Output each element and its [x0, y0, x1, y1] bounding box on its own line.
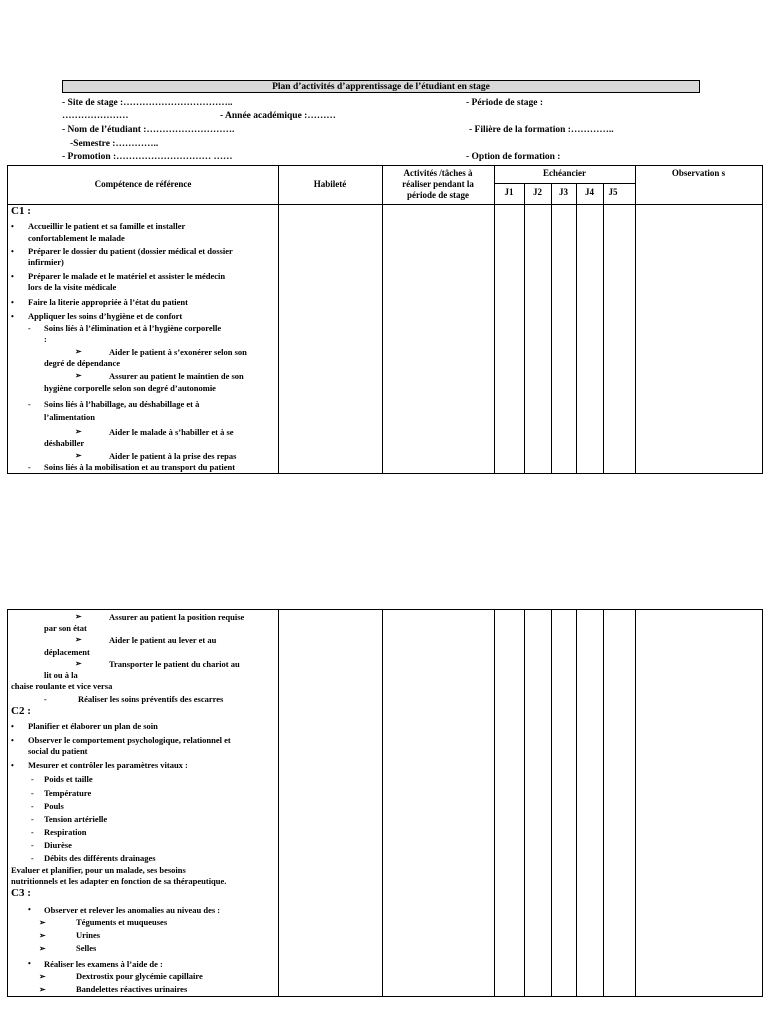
dash-icon: -: [31, 802, 34, 811]
dash-icon: -: [31, 815, 34, 824]
sub-sub-item: Aider le patient à la prise des repas: [109, 451, 237, 461]
col-divider: [635, 610, 636, 996]
bullet-icon: •: [11, 312, 14, 321]
vital-sign-item: Poids et taille: [44, 774, 93, 784]
arrow-bullet-icon: ➢: [75, 347, 82, 356]
sub-item: Soins liés à l’habillage, au déshabillage et à: [44, 399, 200, 409]
promotion-field: - Promotion :………………………… ……: [62, 152, 233, 162]
vital-sign-item: Diurèse: [44, 840, 72, 850]
col-divider: [278, 610, 279, 996]
sub-item: Urines: [76, 930, 101, 940]
sub-sub-item-cont: chaise roulante et vice versa: [11, 681, 113, 691]
bullet-icon: •: [11, 761, 14, 770]
arrow-bullet-icon: ➢: [39, 931, 46, 940]
dash-icon: -: [31, 775, 34, 784]
competence-text: Evaluer et planifier, pour un malade, ses besoins: [11, 865, 186, 875]
dash-icon: -: [31, 789, 34, 798]
col-divider: [494, 610, 495, 996]
dash-icon: -: [31, 854, 34, 863]
vital-sign-item: Tension artérielle: [44, 814, 108, 824]
row-divider: [494, 183, 635, 184]
competence-item: Observer et relever les anomalies au niveau des :: [44, 905, 221, 915]
sub-sub-item: Aider le patient au lever et au: [109, 635, 217, 645]
filiere-field: - Filière de la formation :…………..: [469, 125, 614, 135]
sub-item: Soins liés à la mobilisation et au transport du patient: [44, 462, 236, 472]
activity-table-1: [7, 165, 763, 474]
header-observations: Observation s: [671, 168, 726, 178]
competence-item: Accueillir le patient et sa famille et installer: [28, 221, 186, 231]
sub-sub-item-cont: déplacement: [44, 647, 90, 657]
col-divider: [382, 610, 383, 996]
nom-field: - Nom de l’étudiant :……………………….: [62, 125, 235, 135]
col-divider: [576, 184, 577, 473]
vital-sign-item: Débits des différents drainages: [44, 853, 156, 863]
arrow-bullet-icon: ➢: [39, 985, 46, 994]
header-day-j4: J4: [585, 187, 594, 197]
sub-sub-item-cont: déshabiller: [44, 438, 85, 448]
sub-sub-item-cont: par son état: [44, 623, 87, 633]
sub-item: Réaliser les soins préventifs des escarres: [78, 694, 224, 704]
dash-icon: -: [31, 841, 34, 850]
arrow-bullet-icon: ➢: [39, 972, 46, 981]
site-field: - Site de stage :……………………………..: [62, 98, 233, 108]
col-divider: [278, 166, 279, 473]
competence-item: Réaliser les examens à l’aide de :: [44, 959, 163, 969]
competence-item: Faire la literie appropriée à l’état du patient: [28, 297, 188, 307]
competence-text-cont: nutritionnels et les adapter en fonction de sa thérapeutique.: [11, 876, 227, 886]
header-day-j5: J5: [608, 187, 618, 197]
vital-sign-item: Température: [44, 788, 92, 798]
competence-item: Préparer le malade et le matériel et assister le médecin: [28, 271, 226, 281]
bullet-icon: •: [11, 272, 14, 281]
arrow-bullet-icon: ➢: [75, 451, 82, 460]
bullet-icon: •: [11, 736, 14, 745]
arrow-bullet-icon: ➢: [39, 918, 46, 927]
col-divider: [524, 610, 525, 996]
sub-item: Soins liés à l’élimination et à l’hygiène corporelle: [44, 323, 222, 333]
sub-item: Téguments et muqueuses: [76, 917, 168, 927]
bullet-icon: •: [11, 722, 14, 731]
sub-sub-item: Assurer au patient le maintien de son: [109, 371, 244, 381]
competence-item: Planifier et élaborer un plan de soin: [28, 721, 158, 731]
arrow-bullet-icon: ➢: [75, 659, 82, 668]
header-habilete: Habileté: [313, 179, 347, 189]
competence-item-cont: social du patient: [28, 746, 88, 756]
bullet-icon: •: [11, 247, 14, 256]
semestre-field: -Semestre :…………..: [70, 139, 159, 149]
col-divider: [494, 166, 495, 473]
arrow-bullet-icon: ➢: [75, 635, 82, 644]
competence-item-cont: infirmier): [28, 257, 64, 267]
col-divider: [576, 610, 577, 996]
competence-item: Préparer le dossier du patient (dossier médical et dossier: [28, 246, 233, 256]
col-divider: [551, 610, 552, 996]
arrow-bullet-icon: ➢: [75, 371, 82, 380]
header-activites: Activités /tâches à réaliser pendant la période de stage: [402, 168, 474, 200]
header-day-j2: J2: [533, 187, 542, 197]
sub-item: Bandelettes réactives urinaires: [76, 984, 188, 994]
dash-icon: -: [31, 828, 34, 837]
arrow-bullet-icon: ➢: [75, 612, 82, 621]
header-competence: Compétence de référence: [94, 179, 192, 189]
sub-item-cont: :: [44, 334, 47, 344]
sub-item-cont: l’alimentation: [44, 412, 95, 422]
competence-item-cont: confortablement le malade: [28, 233, 125, 243]
annee-field: - Année académique :………: [220, 111, 336, 121]
sub-sub-item: Aider le malade à s’habiller et à se: [109, 427, 234, 437]
sub-sub-item-cont: lit ou à la: [44, 670, 78, 680]
dash-icon: -: [44, 695, 47, 704]
sub-item: Dextrostix pour glycémie capillaire: [76, 971, 203, 981]
header-day-j1: J1: [504, 187, 514, 197]
competence-c1-heading: C1 :: [11, 205, 31, 217]
col-divider: [382, 166, 383, 473]
competence-c2-heading: C2 :: [11, 705, 31, 717]
arrow-bullet-icon: ➢: [39, 944, 46, 953]
sub-sub-item: Aider le patient à s’exonérer selon son: [109, 347, 247, 357]
sub-item: Selles: [76, 943, 97, 953]
arrow-bullet-icon: ➢: [75, 427, 82, 436]
vital-sign-item: Pouls: [44, 801, 64, 811]
header-day-j3: J3: [559, 187, 568, 197]
vital-sign-item: Respiration: [44, 827, 87, 837]
col-divider: [524, 184, 525, 473]
sub-sub-item: Transporter le patient du chariot au: [109, 659, 240, 669]
periode-field: - Période de stage :: [466, 98, 544, 108]
competence-item: Mesurer et contrôler les paramètres vitaux :: [28, 760, 188, 770]
competence-item: Appliquer les soins d’hygiène et de confort: [28, 311, 183, 321]
dash-icon: -: [28, 400, 31, 409]
competence-c3-heading: C3 :: [11, 887, 31, 899]
bullet-icon: •: [11, 222, 14, 231]
sub-sub-item-cont: degré de dépendance: [44, 358, 121, 368]
dash-icon: -: [28, 324, 31, 333]
col-divider: [635, 166, 636, 473]
dash-icon: -: [28, 463, 31, 472]
header-echeancier: Echéancier: [543, 168, 586, 178]
bullet-icon: •: [28, 959, 31, 968]
col-divider: [603, 610, 604, 996]
col-divider: [603, 184, 604, 473]
option-field: - Option de formation :: [466, 152, 561, 162]
col-divider: [551, 184, 552, 473]
bullet-icon: •: [11, 298, 14, 307]
site-field-cont: …………………: [62, 111, 129, 121]
row-divider: [8, 204, 762, 205]
competence-item-cont: lors de la visite médicale: [28, 282, 117, 292]
activity-table-2: [7, 609, 763, 997]
sub-sub-item: Assurer au patient la position requise: [109, 612, 245, 622]
bullet-icon: •: [28, 905, 31, 914]
form-title: Plan d’activités d’apprentissage de l’étudiant en stage: [62, 80, 700, 93]
sub-sub-item-cont: hygiène corporelle selon son degré d’autonomie: [44, 383, 216, 393]
competence-item: Observer le comportement psychologique, relationnel et: [28, 735, 231, 745]
